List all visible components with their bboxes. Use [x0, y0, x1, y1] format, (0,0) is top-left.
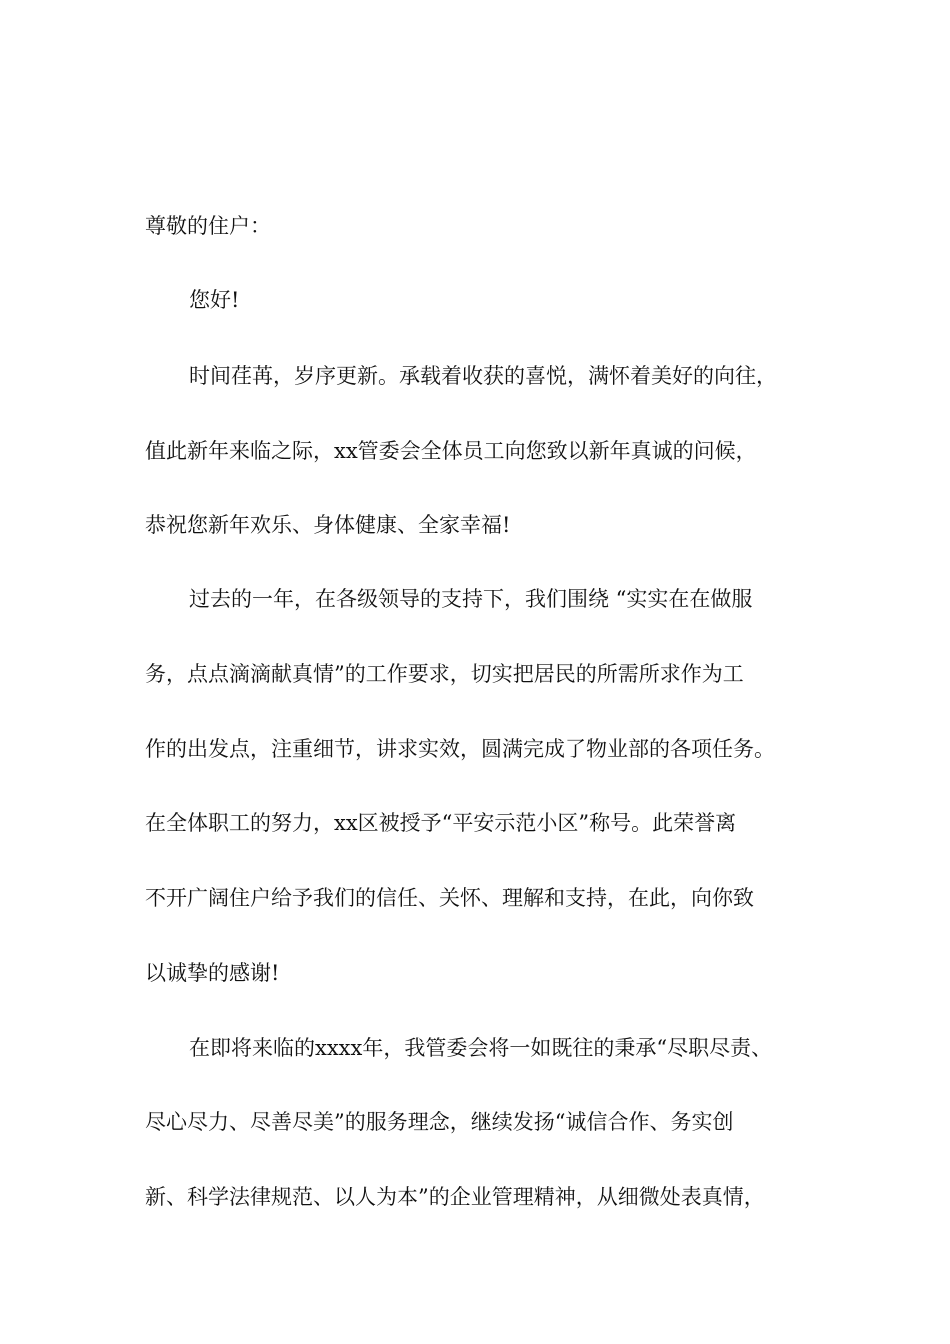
greeting: 您好! — [189, 288, 240, 312]
paragraph-1-line-2: 值此新年来临之际，xx管委会全体员工向您致以新年真诚的问候， — [145, 439, 757, 463]
paragraph-2-line-6: 以诚挚的感谢! — [145, 961, 280, 985]
paragraph-2-line-2: 务，点点滴滴献真情”的工作要求，切实把居民的所需所求作为工 — [145, 662, 744, 686]
salutation: 尊敬的住户： — [145, 214, 271, 238]
paragraph-3-line-1: 在即将来临的xxxx年，我管委会将一如既往的秉承“尽职尽责、 — [189, 1036, 773, 1060]
paragraph-1-line-3: 恭祝您新年欢乐、身体健康、全家幸福! — [145, 513, 511, 537]
paragraph-1-line-1: 时间荏苒，岁序更新。承载着收获的喜悦，满怀着美好的向往， — [189, 364, 777, 388]
paragraph-2-line-3: 作的出发点，注重细节，讲求实效，圆满完成了物业部的各项任务。 — [145, 737, 775, 761]
paragraph-2-line-1: 过去的一年，在各级领导的支持下，我们围绕 “实实在在做服 — [189, 587, 753, 611]
paragraph-3-line-3: 新、科学法律规范、以人为本”的企业管理精神，从细微处表真情， — [145, 1185, 765, 1209]
paragraph-2-line-4: 在全体职工的努力，xx区被授予“平安示范小区”称号。此荣誉离 — [145, 811, 737, 835]
paragraph-3-line-2: 尽心尽力、尽善尽美”的服务理念，继续发扬“诚信合作、务实创 — [145, 1110, 734, 1134]
paragraph-2-line-5: 不开广阔住户给予我们的信任、关怀、理解和支持，在此，向你致 — [145, 886, 754, 910]
